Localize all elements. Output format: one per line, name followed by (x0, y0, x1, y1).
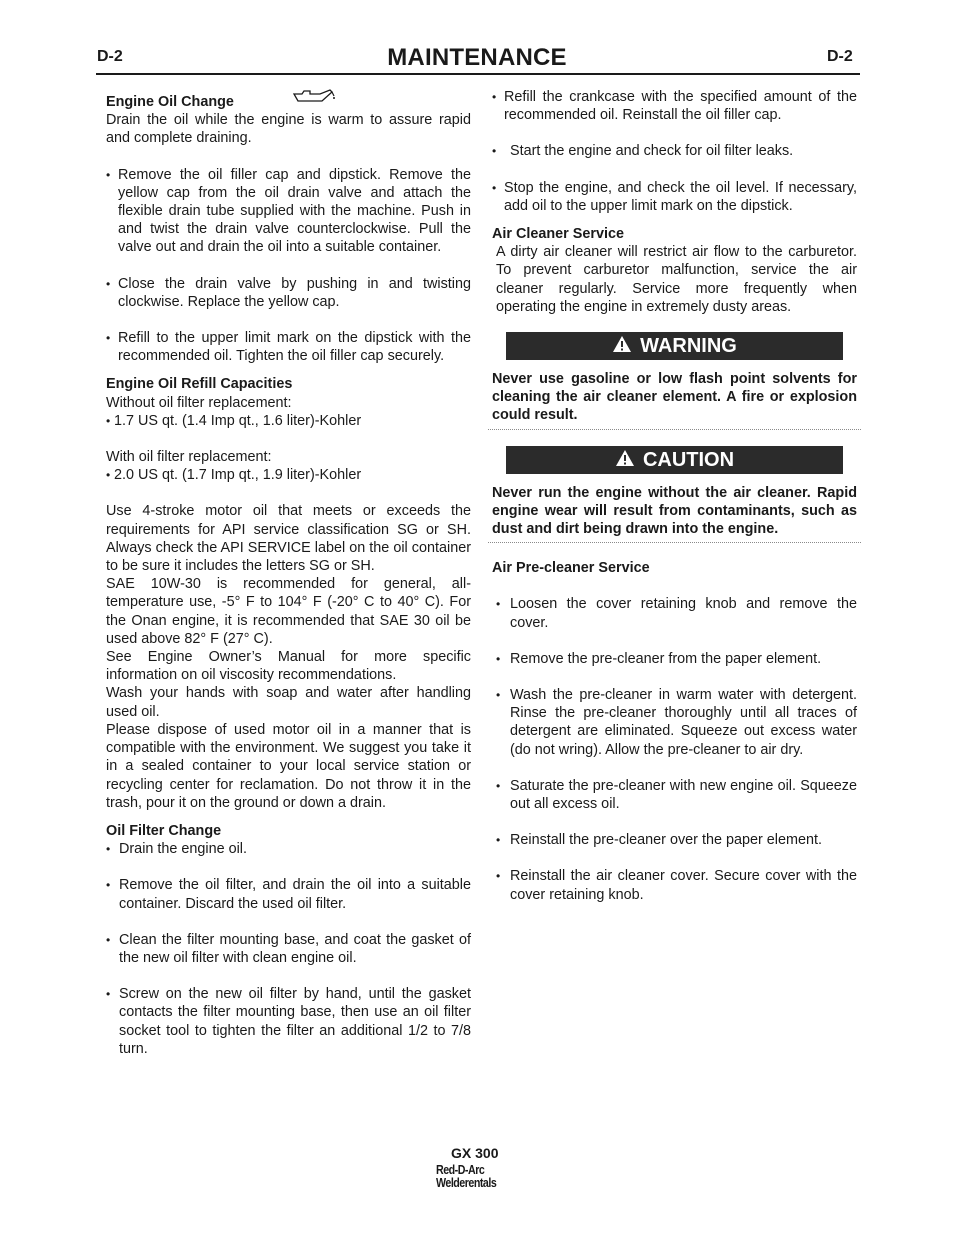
caution-banner (506, 446, 843, 474)
list-item: • Screw on the new oil filter by hand, until the gasket contacts the filter mounting base, then use an oil filter socket tool to tighten the filter an additional 1/2 to 7/8 turn. (106, 986, 471, 1057)
list-item: • Remove the oil filter, and drain the oil into a suitable container. Discard the used oil filter. (106, 877, 471, 912)
page-number-left: D-2 (97, 48, 123, 65)
list-item: • Start the engine and check for oil filter leaks. (492, 143, 794, 160)
oil-paragraph: Please dispose of used motor oil in a manner that is compatible with the environment. We suggest you take it in a sealed container to your local service station or recycling center for reclamation. Do not throw it in the trash, pour it on the ground or down a drain. (106, 721, 471, 811)
oil-paragraph: Wash your hands with soap and water after handling used oil. (106, 685, 471, 720)
page-number-right: D-2 (827, 48, 853, 65)
oil-paragraph: Use 4-stroke motor oil that meets or exceeds the requirements for API service classification SG or SH. Always check the API SERVICE label on the oil container to be sure it includes the letters SG or SH. (106, 503, 471, 575)
right-column (492, 88, 857, 904)
warning-label: WARNING (640, 334, 737, 357)
logo-line-2: Welderentals (436, 1175, 497, 1190)
air-cleaner-heading: Air Cleaner Service (492, 226, 624, 243)
list-item: • Stop the engine, and check the oil level. If necessary, add oil to the upper limit mark on the dipstick. (492, 179, 857, 214)
brand-logo (436, 1163, 496, 1189)
left-column (106, 93, 471, 1058)
list-item: • Refill the crankcase with the specified amount of the recommended oil. Reinstall the oil filler cap. (492, 89, 857, 124)
list-item: • Clean the filter mounting base, and coat the gasket of the new oil filter with clean engine oil. (106, 931, 471, 966)
model-number: GX 300 (451, 1145, 499, 1161)
list-item: • Remove the pre-cleaner from the paper element. (496, 650, 822, 667)
warning-triangle-icon (615, 449, 635, 470)
capacity-with-label: With oil filter replacement: (106, 449, 272, 466)
precleaner-heading: Air Pre-cleaner Service (492, 560, 650, 577)
oil-paragraph: SAE 10W-30 is recommended for general, all-temperature use, -5° F to 104° F (-20° C to 40° C). For the Onan engine, it is recommended that SAE 30 oil be used above 82° F (27° C). (106, 576, 471, 647)
caution-text: Never run the engine without the air cleaner. Rapid engine wear will result from contaminants, such as dust and dirt being drawn into the engine. (492, 484, 857, 538)
caution-label: CAUTION (642, 448, 735, 471)
oil-filter-heading: Oil Filter Change (106, 822, 222, 839)
list-item: • 2.0 US qt. (1.7 Imp qt., 1.9 liter)-Kohler (106, 467, 362, 484)
oil-paragraph: See Engine Owner’s Manual for more specific information on oil viscosity recommendations. (106, 649, 471, 684)
header-rule (96, 73, 860, 75)
capacity-without-label: Without oil filter replacement: (106, 394, 292, 411)
warning-banner (506, 332, 843, 360)
oil-change-heading: Engine Oil Change (106, 94, 234, 110)
page-title: MAINTENANCE (387, 44, 567, 71)
list-item: • Reinstall the pre-cleaner over the paper element. (496, 832, 822, 849)
warning-text: Never use gasoline or low flash point solvents for cleaning the air cleaner element. A fire or explosion could result. (492, 371, 857, 424)
air-cleaner-body: A dirty air cleaner will restrict air flow to the carburetor. To prevent carburetor malfunction, service the air cleaner regularly. Service more frequently when operating the engine in extremely dusty areas. (496, 244, 857, 315)
capacities-heading: Engine Oil Refill Capacities (106, 376, 293, 393)
logo-line-1: Red-D-Arc (436, 1162, 485, 1177)
list-item: • Close the drain valve by pushing in and twisting clockwise. Replace the yellow cap. (106, 275, 471, 310)
list-item: • 1.7 US qt. (1.4 Imp qt., 1.6 liter)-Kohler (106, 412, 362, 429)
oil-change-heading-row (106, 93, 471, 111)
oil-can-icon (292, 88, 336, 109)
list-item: • Loosen the cover retaining knob and remove the cover. (496, 596, 857, 631)
warning-triangle-icon (612, 335, 632, 356)
oil-change-intro: Drain the oil while the engine is warm to assure rapid and complete draining. (106, 112, 471, 147)
list-item: • Remove the oil filler cap and dipstick. Remove the yellow cap from the oil drain valve and attach the flexible drain tube supplied with the machine. Push in and twist the drain valve counterclockwise. Pull the valve out and drain the oil into a suitable container. (106, 166, 471, 256)
list-item: • Saturate the pre-cleaner with new engine oil. Squeeze out all excess oil. (496, 777, 857, 813)
list-item: • Wash the pre-cleaner in warm water with detergent. Rinse the pre-cleaner thoroughly until all traces of detergent are eliminated. Squeeze out excess water (do not wring). Allow the pre-cleaner to air dry. (496, 687, 857, 758)
list-item: • Refill to the upper limit mark on the dipstick with the recommended oil. Tighten the oil filler cap securely. (106, 330, 471, 365)
list-item: • Reinstall the air cleaner cover. Secure cover with the cover retaining knob. (496, 868, 857, 903)
list-item: • Drain the engine oil. (106, 841, 247, 858)
